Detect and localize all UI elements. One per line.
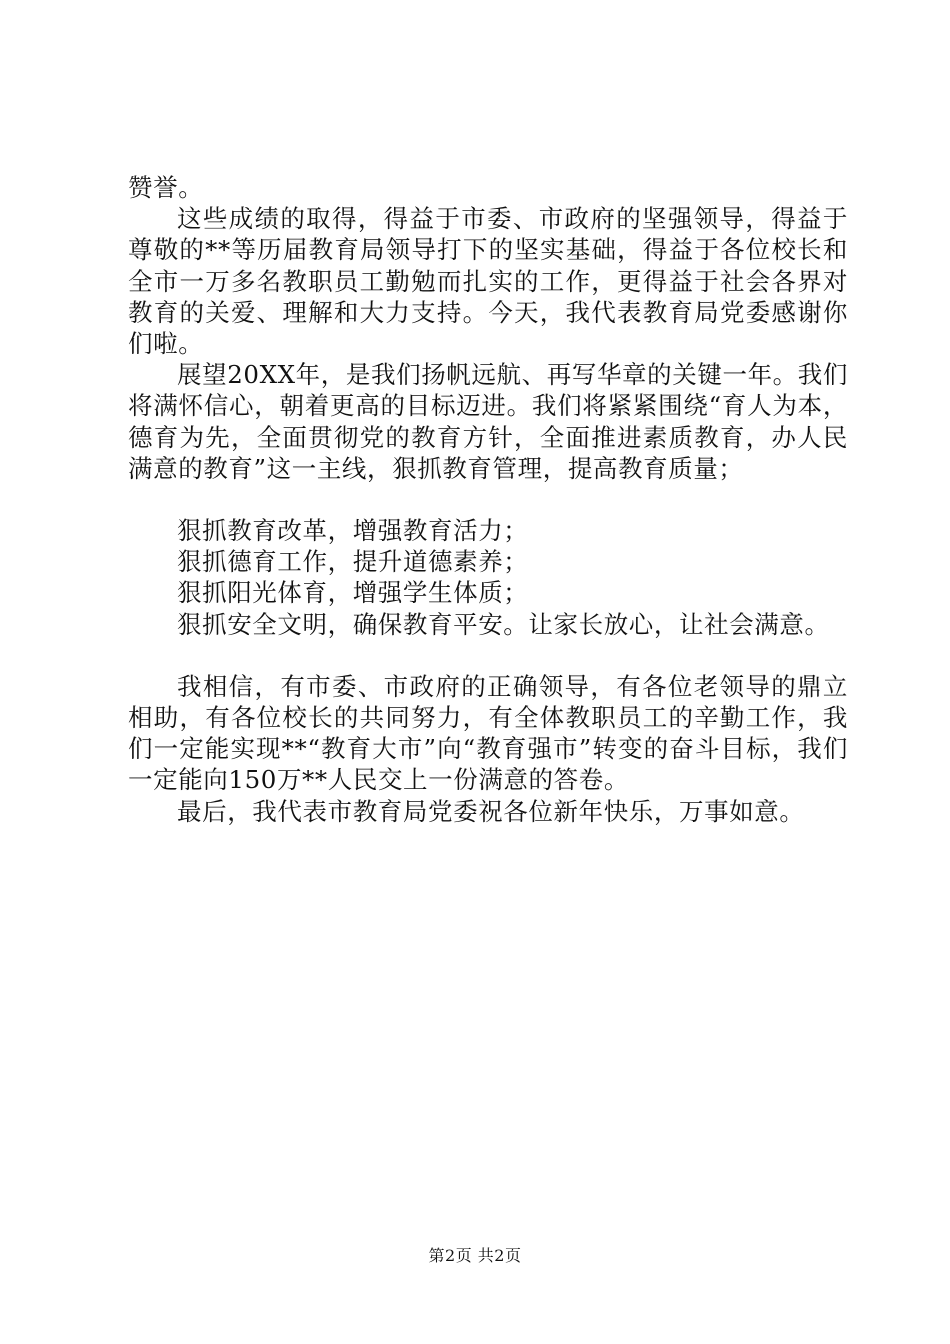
- document-body: [128, 172, 848, 827]
- page-footer: 第2页 共2页: [428, 1246, 522, 1265]
- paragraph-closing: 最后，我代表市教育局党委祝各位新年快乐，万事如意。: [177, 796, 805, 826]
- list-item: 狠抓安全文明，确保教育平安。让家长放心，让社会满意。: [177, 609, 830, 639]
- paragraph-achievements: 这些成绩的取得，得益于市委、市政府的坚强领导，得益于尊敬的**等历届教育局领导打下的坚实基础，得益于各位校长和全市一万多名教职员工勤勉而扎实的工作，更得益于社会各界对教育的关爱、理解和大力支持。今天，我代表教育局党委感谢你们啦。: [128, 204, 848, 359]
- list-item: 狠抓阳光体育，增强学生体质；: [177, 578, 529, 608]
- paragraph-gap: [128, 640, 848, 671]
- paragraph-confidence: 我相信，有市委、市政府的正确领导，有各位老领导的鼎立相助，有各位校长的共同努力，有全体教职员工的辛勤工作，我们一定能实现**“教育大市”向“教育强市”转变的奋斗目标，我们一定能向150万**人民交上一份满意的答卷。: [128, 671, 848, 795]
- paragraph-outlook: 展望20XX年，是我们扬帆远航、再写华章的关键一年。我们将满怀信心，朝着更高的目标迈进。我们将紧紧围绕“育人为本，德育为先，全面贯彻党的教育方针，全面推进素质教育，办人民满意的教育”这一主线，狠抓教育管理，提高教育质量；: [128, 360, 848, 483]
- paragraph-gap: [128, 484, 848, 515]
- list-item: 狠抓教育改革，增强教育活力；: [177, 516, 529, 546]
- paragraph-continuation: 赞誉。: [128, 173, 204, 202]
- list-item: 狠抓德育工作，提升道德素养；: [177, 547, 529, 577]
